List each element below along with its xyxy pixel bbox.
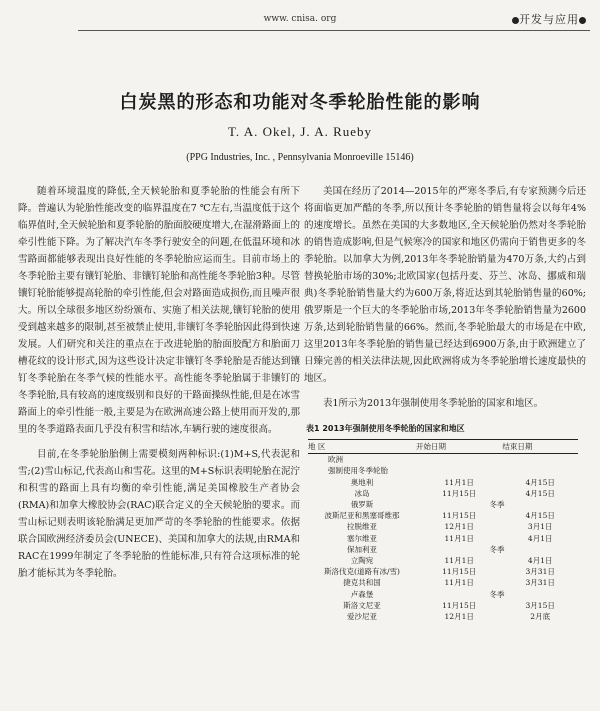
paragraph: 美国在经历了2014—2015年的严寒冬季后,有专家预测今后还将面临更加严酷的冬季,所以预计冬季轮胎的销售量将会以每年4%的速度增长。虽然在美国的大多数地区,全天候轮胎仍然对冬季轮胎的销售造成影响,但是气候寒冷的国家和地区仍需向于销售更多的冬季轮胎。以加拿大为例,2013年冬季轮胎销量为470万条,大约占到替换轮胎市场的30%;北欧国家(包括丹麦、芬兰、冰岛、挪威和瑞典)冬季轮胎销售量大约为600万条,将近达到其轮胎销售量的60%;俄罗斯是一个巨大的冬季轮胎市场,2013年冬季轮胎销售量为2600万条,达到轮胎销售量的66%。然而,冬季轮胎最大的市场是在中欧,这里2013年冬季轮胎的销售量已经达到6900万条,由于欧洲建立了日臻完善的相关法律法规,因此欧洲将成为冬季轮胎增长速度最快的地区。 (304, 186, 586, 384)
table-cell-start: 11月1日 (444, 477, 474, 487)
table-cell-period: 冬季 (489, 500, 505, 510)
table-cell-region: 爱沙尼亚 (347, 612, 377, 622)
table-cell-end: 4月15日 (525, 477, 555, 487)
table-header-region: 地 区 (308, 440, 416, 454)
section-label (512, 11, 586, 27)
table-group-label: 欧洲 (328, 455, 343, 465)
table-group-label: 强制使用冬季轮胎 (328, 466, 388, 476)
table-row (308, 477, 578, 488)
table-header-end: 结束日期 (502, 440, 578, 454)
table-cell-end: 3月31日 (525, 578, 555, 588)
table-cell-region: 保加利亚 (347, 544, 377, 554)
article-authors: T. A. Okel, J. A. Rueby (227, 124, 373, 139)
table-cell-start: 11月1日 (444, 578, 474, 588)
table-cell-region: 塞尔维亚 (347, 533, 377, 543)
table-cell-region: 奥地利 (350, 477, 374, 487)
table-cell-region: 卢森堡 (350, 589, 374, 599)
table-cell-start: 11月1日 (444, 556, 474, 566)
site-url: www. cnisa. org (263, 14, 337, 24)
bullet-icon (512, 17, 519, 24)
bullet-icon (579, 17, 586, 24)
table-header-start: 开始日期 (416, 440, 502, 454)
table-cell-start: 11月15日 (442, 567, 477, 577)
right-column (304, 183, 586, 622)
table-row (308, 488, 578, 499)
table-row (308, 577, 578, 588)
table-cell-region: 斯洛伐克(道路有冰/雪) (324, 567, 400, 577)
table-cell-end: 3月15日 (525, 600, 555, 610)
article-affiliation: (PPG Industries, Inc. , Pennsylvania Monroeville 15146) (186, 152, 414, 163)
table-row (308, 465, 578, 476)
table-header-row (308, 440, 578, 454)
table-cell-region: 立陶宛 (350, 556, 374, 566)
table-cell-end: 3月31日 (525, 567, 555, 577)
table-cell-start: 11月15日 (442, 511, 477, 521)
table-cell-end: 2月底 (530, 612, 551, 622)
table-cell-start: 11月15日 (442, 600, 477, 610)
table-cell-end: 4月15日 (525, 488, 555, 498)
table-row (308, 544, 578, 555)
left-column (18, 183, 300, 582)
section-label-text: 开发与应用 (519, 13, 579, 26)
table-cell-region: 拉脱维亚 (347, 522, 377, 532)
table-row (308, 566, 578, 577)
table-cell-start: 12月1日 (444, 612, 474, 622)
table-cell-region: 波斯尼亚和黑塞哥维那 (324, 511, 400, 521)
table-cell-end: 4月1日 (527, 533, 553, 543)
table-row (308, 600, 578, 611)
table-cell-period: 冬季 (489, 544, 505, 554)
table-row (308, 589, 578, 600)
table-row (308, 454, 578, 466)
table-cell-start: 11月1日 (444, 533, 474, 543)
table-cell-period: 冬季 (489, 589, 505, 599)
table-cell-start: 11月15日 (442, 488, 477, 498)
table-cell-region: 冰岛 (354, 488, 370, 498)
table-cell-start: 12月1日 (444, 522, 474, 532)
table-row (308, 499, 578, 510)
table-cell-region: 斯洛文尼亚 (343, 600, 381, 610)
table-caption: 表1 2013年强制使用冬季轮胎的国家和地区 (306, 424, 465, 433)
paragraph: 目前,在冬季轮胎胎侧上需要模刻两种标识:(1)M+S,代表泥和雪;(2)雪山标记,代表高山和雪花。这里的M+S标识表明轮胎在泥泞和积雪的路面上具有均衡的牵引性能,满足美国橡胶生产者协会(RMA)和加拿大橡胶协会(RAC)联合定义的全天候轮胎的要求。而雪山标记则表明该轮胎满足更加严苛的冬季轮胎的性能要求。依据联合国欧洲经济委员会(UNECE)、美国和加拿大的法规,由RMA和RAC在1999年制定了冬季轮胎的性能标准,只有符合这项标准的轮胎才能标其为冬季轮胎。 (18, 449, 300, 579)
paragraph: 随着环境温度的降低,全天候轮胎和夏季轮胎的性能会有所下降。普遍认为轮胎性能改变的临界温度在7 ℃左右,当温度低于这个临界值时,全天候轮胎和夏季轮胎的胎面胶硬度增大,在湿滑路面上的牵引性能下降。为了解决汽车冬季行驶安全的问题,在低温环境和冰雪路面都能够表现出良好性能的冬季轮胎应运而生。目前市场上的冬季轮胎主要有镶钉轮胎、非镶钉轮胎和高性能冬季轮胎3种。尽管镶钉轮胎能够提高轮胎的牵引性能,但会对路面造成损伤,而且噪声很大。所以全球很多地区纷纷颁布、实施了相关法规,镶钉轮胎的使用受到越来越多的限制,甚至被禁止使用,非镶钉冬季轮胎因此得到快速发展。人们研究和关注的重点在于改进轮胎的胎面胶配方和胎面刀槽花纹的设计形式,因为这些设计决定非镶钉冬季轮胎是否能达到镶钉冬季轮胎在冬季气候的性能水平。高性能冬季轮胎属于非镶钉的冬季轮胎,具有较高的速度级别和良好的干路面操纵性能,但是在冰雪路面上的牵引性能一般,主要是为在欧洲高速公路上使用而开发的,那里的冬季道路表面几乎没有积雪和结冰,车辆行驶的速度很高。 (18, 186, 300, 435)
paragraph: 表1所示为2013年强制使用冬季轮胎的国家和地区。 (323, 398, 544, 409)
table-cell-end: 3月1日 (527, 522, 553, 532)
table-cell-region: 俄罗斯 (350, 500, 374, 510)
table-cell-region: 捷克共和国 (343, 578, 381, 588)
table-row (308, 510, 578, 521)
table-cell-end: 4月15日 (525, 511, 555, 521)
header-rule (78, 30, 590, 31)
table-row (308, 555, 578, 566)
table-cell-end: 4月1日 (527, 556, 553, 566)
table-row (308, 611, 578, 622)
article-title: 白炭黑的形态和功能对冬季轮胎性能的影响 (119, 92, 481, 113)
table-row (308, 533, 578, 544)
table-row (308, 521, 578, 532)
winter-tire-table (308, 439, 578, 622)
